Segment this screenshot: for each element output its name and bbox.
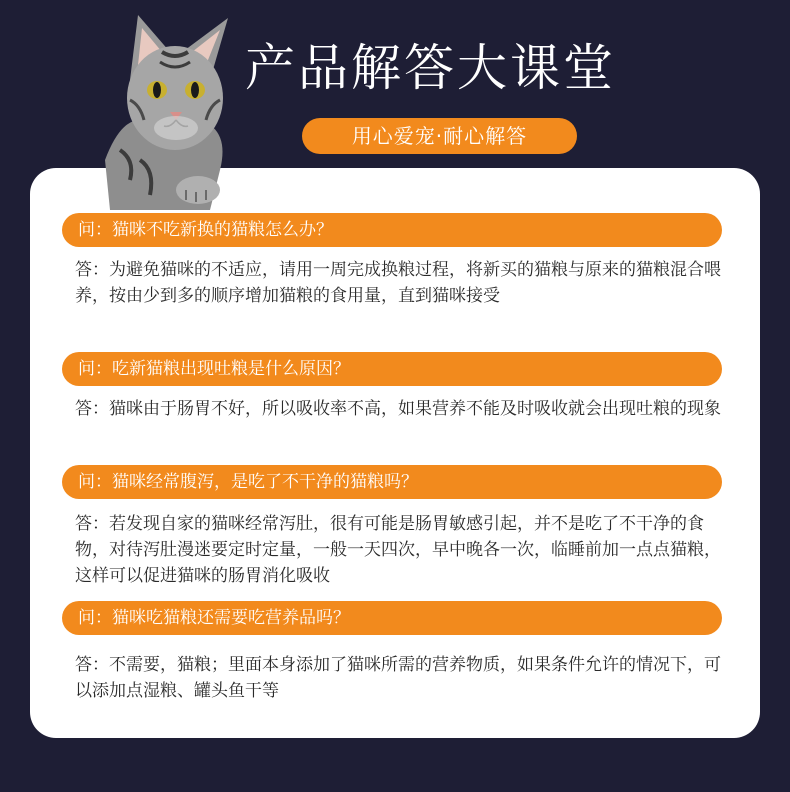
cat-photo — [100, 10, 240, 210]
faq-question-3: 问：猫咪经常腹泻，是吃了不干净的猫粮吗？ — [62, 465, 722, 499]
faq-answer-3: 答：若发现自家的猫咪经常泻肚，很有可能是肠胃敏感引起，并不是吃了不干净的食物，对待泻肚漫迷要定时定量，一般一天四次，早中晚各一次，临睡前加一点点猫粮，这样可以促进猫咪的肠胃消化吸收 — [75, 514, 721, 586]
faq-question-4: 问：猫咪吃猫粮还需要吃营养品吗？ — [62, 601, 722, 635]
faq-answer-1: 答：为避免猫咪的不适应，请用一周完成换粮过程，将新买的猫粮与原来的猫粮混合喂养，按由少到多的顺序增加猫粮的食用量，直到猫咪接受 — [75, 260, 721, 306]
faq-answer-2: 答：猫咪由于肠胃不好，所以吸收率不高，如果营养不能及时吸收就会出现吐粮的现象 — [75, 399, 721, 419]
page-title: 产品解答大课堂 — [245, 39, 616, 97]
faq-question-1: 问：猫咪不吃新换的猫粮怎么办？ — [62, 213, 722, 247]
slogan-badge: 用心爱宠·耐心解答 — [302, 118, 577, 154]
faq-question-2: 问：吃新猫粮出现吐粮是什么原因？ — [62, 352, 722, 386]
faq-answer-4: 答：不需要，猫粮；里面本身添加了猫咪所需的营养物质，如果条件允许的情况下，可以添加点湿粮、罐头鱼干等 — [75, 655, 721, 701]
